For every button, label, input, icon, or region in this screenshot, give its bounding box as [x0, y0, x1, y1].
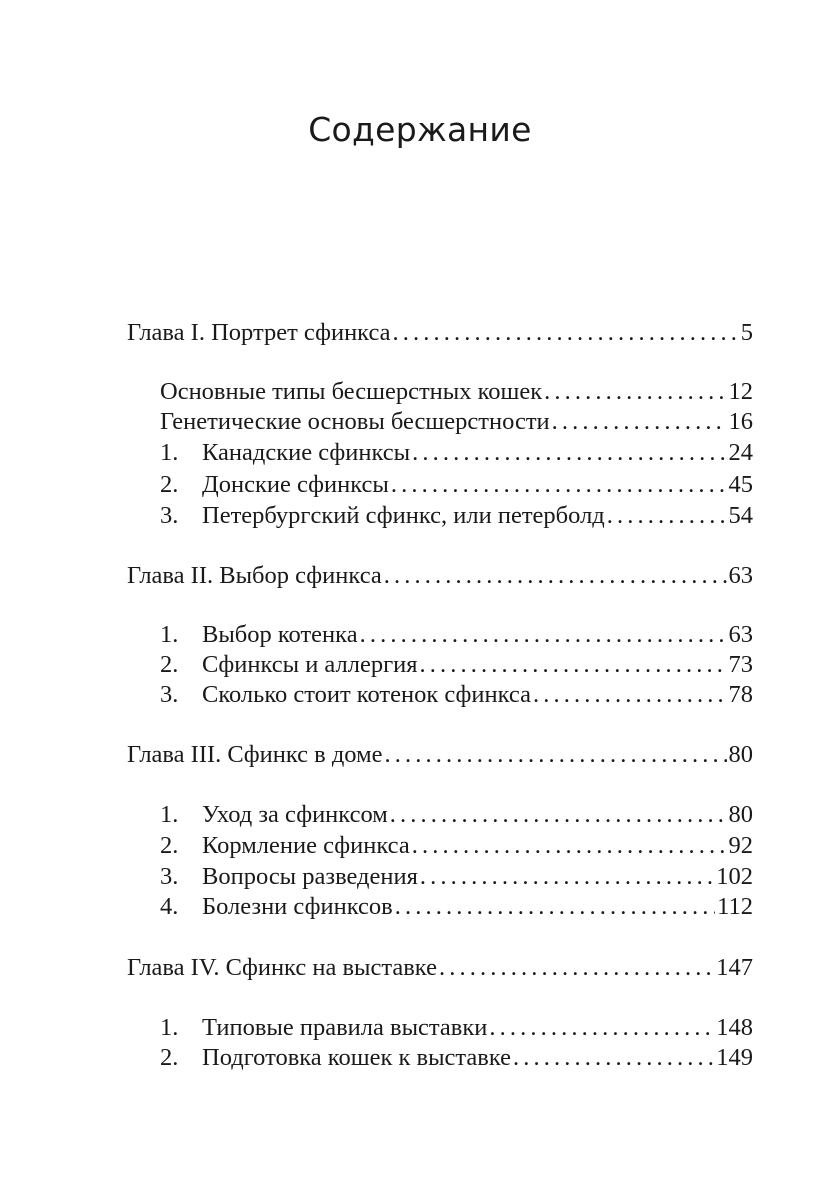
toc-entry[interactable]: [160, 831, 753, 861]
toc-entry[interactable]: [160, 470, 753, 500]
dot-leader: [544, 377, 726, 407]
toc-label: Основные типы бесшерстных кошек: [160, 378, 543, 405]
toc-number: 2.: [160, 832, 179, 859]
toc-page-number: 63: [728, 562, 753, 589]
toc-number: 1.: [160, 621, 179, 648]
toc-page-number: 24: [728, 439, 753, 466]
toc-entry[interactable]: [160, 650, 753, 680]
toc-page-number: 92: [728, 832, 753, 859]
toc-label: Канадские сфинксы: [202, 439, 411, 466]
toc-number: 1.: [160, 1014, 179, 1041]
toc-label: Глава II. Выбор сфинкса: [127, 562, 382, 589]
toc-number: 3.: [160, 502, 179, 529]
toc-number: 3.: [160, 863, 179, 890]
dot-leader: [489, 1013, 714, 1043]
toc-entry[interactable]: [160, 377, 753, 407]
dot-leader: [390, 800, 727, 830]
toc-entry[interactable]: [160, 620, 753, 650]
toc-number: 2.: [160, 1044, 179, 1071]
toc-page-number: 102: [716, 863, 753, 890]
toc-number: 2.: [160, 651, 179, 678]
toc-page-number: 147: [716, 954, 753, 981]
toc-label: Глава I. Портрет сфинкса: [127, 319, 391, 346]
toc-label: Сколько стоит котенок сфинкса: [202, 681, 531, 708]
dot-leader: [420, 862, 714, 892]
toc-page-number: 80: [728, 801, 753, 828]
toc-page-number: 80: [728, 741, 753, 768]
toc-chapter[interactable]: [127, 740, 753, 770]
toc-page-number: 54: [728, 502, 753, 529]
dot-leader: [552, 407, 727, 437]
dot-leader: [393, 318, 739, 348]
dot-leader: [360, 620, 727, 650]
toc-page-number: 16: [728, 408, 753, 435]
toc-entry[interactable]: [160, 1013, 753, 1043]
toc-page-number: 45: [728, 471, 753, 498]
toc-label: Петербургский сфинкс, или петерболд: [202, 502, 605, 529]
toc-chapter[interactable]: [127, 561, 753, 591]
toc-entry[interactable]: [160, 800, 753, 830]
toc-entry[interactable]: [160, 892, 753, 922]
dot-leader: [607, 501, 727, 531]
toc-page-number: 148: [716, 1014, 753, 1041]
dot-leader: [533, 680, 727, 710]
dot-leader: [513, 1043, 714, 1073]
dot-leader: [395, 892, 715, 922]
toc-label: Подготовка кошек к выставке: [202, 1044, 512, 1071]
dot-leader: [412, 831, 727, 861]
toc-entry[interactable]: [160, 438, 753, 468]
dot-leader: [391, 470, 727, 500]
toc-entry[interactable]: [160, 680, 753, 710]
toc-entry[interactable]: [160, 862, 753, 892]
toc-entry[interactable]: [160, 501, 753, 531]
toc-page-number: 5: [740, 319, 753, 346]
toc-label: Болезни сфинксов: [202, 893, 393, 920]
toc-label: Донские сфинксы: [202, 471, 389, 498]
toc-page-number: 78: [728, 681, 753, 708]
toc-page-number: 112: [717, 893, 753, 920]
toc-label: Сфинксы и аллергия: [202, 651, 418, 678]
toc-entry[interactable]: [160, 407, 753, 437]
toc-chapter[interactable]: [127, 953, 753, 983]
dot-leader: [384, 561, 727, 591]
page-title: Содержание: [308, 110, 532, 149]
toc-label: Уход за сфинксом: [202, 801, 388, 828]
toc-page-number: 12: [728, 378, 753, 405]
toc-number: 1.: [160, 801, 179, 828]
toc-chapter[interactable]: [127, 318, 753, 348]
toc-label: Генетические основы бесшерстности: [160, 408, 550, 435]
toc-label: Кормление сфинкса: [202, 832, 410, 859]
toc-number: 2.: [160, 471, 179, 498]
toc-label: Вопросы разведения: [202, 863, 418, 890]
toc-entry[interactable]: [160, 1043, 753, 1073]
toc-number: 3.: [160, 681, 179, 708]
toc-label: Глава III. Сфинкс в доме: [127, 741, 383, 768]
toc-label: Выбор котенка: [202, 621, 358, 648]
toc-label: Глава IV. Сфинкс на выставке: [127, 954, 437, 981]
dot-leader: [384, 740, 726, 770]
toc-page-number: 63: [728, 621, 753, 648]
toc-number: 1.: [160, 439, 179, 466]
dot-leader: [439, 953, 714, 983]
dot-leader: [420, 650, 727, 680]
toc-number: 4.: [160, 893, 179, 920]
dot-leader: [412, 438, 726, 468]
toc-page-number: 73: [728, 651, 753, 678]
toc-page-number: 149: [716, 1044, 753, 1071]
toc-label: Типовые правила выставки: [202, 1014, 488, 1041]
